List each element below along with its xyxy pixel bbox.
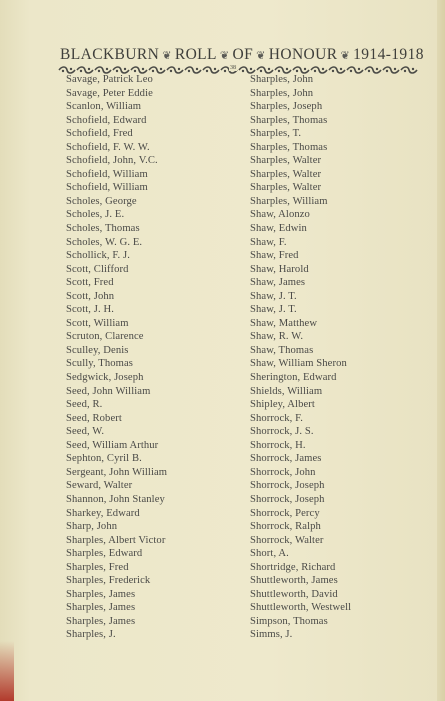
roll-entry: Sharples, John xyxy=(250,87,314,99)
roll-entry: Shuttleworth, David xyxy=(250,588,338,600)
roll-entry: Schofield, Edward xyxy=(66,114,147,126)
roll-entry: Schollick, F. J. xyxy=(66,250,131,262)
roll-entry: Sharples, Walter xyxy=(250,168,322,180)
roll-entry: Shaw, J. T. xyxy=(250,290,297,302)
roll-entry: Shaw, Matthew xyxy=(250,317,318,329)
roll-entry: Shaw, Edwin xyxy=(250,223,307,235)
roll-entry: Shaw, Thomas xyxy=(250,344,314,356)
roll-entry: Sharples, Edward xyxy=(66,548,143,560)
roll-entry: Shortridge, Richard xyxy=(250,561,336,573)
roll-entry: Sharples, Thomas xyxy=(250,114,328,126)
header-of: OF xyxy=(232,46,254,63)
roll-entry: Sharples, Albert Victor xyxy=(66,534,166,546)
roll-entry: Sergeant, John William xyxy=(66,466,168,478)
roll-entry: Simms, J. xyxy=(250,629,293,641)
fleuron-icon: ❦ xyxy=(340,50,351,62)
roll-entry: Schofield, F. W. W. xyxy=(66,141,150,153)
roll-entry: Shuttleworth, Westwell xyxy=(250,602,352,614)
roll-entry: Sharples, Walter xyxy=(250,155,322,167)
roll-entry: Shorrock, John xyxy=(250,466,316,478)
roll-entry: Sephton, Cyril B. xyxy=(66,453,142,465)
roll-entry: Scott, J. H. xyxy=(66,304,114,316)
roll-entry: Scruton, Clarence xyxy=(66,331,144,343)
roll-entry: Simpson, Thomas xyxy=(250,615,328,627)
roll-entry: Scott, Clifford xyxy=(66,263,129,275)
roll-entry: Sharples, T. xyxy=(250,128,302,140)
roll-entry: Scanlon, William xyxy=(66,101,142,113)
roll-entry: Seed, John William xyxy=(66,385,151,397)
roll-entry: Scott, Fred xyxy=(66,277,114,289)
roll-entry: Shorrock, J. S. xyxy=(250,426,314,438)
roll-entry: Shuttleworth, James xyxy=(250,575,338,587)
page-header xyxy=(60,46,424,64)
roll-entry: Sedgwick, Joseph xyxy=(66,372,144,384)
roll-entry: Shorrock, H. xyxy=(250,439,306,451)
roll-entry: Sharkey, Edward xyxy=(66,507,140,519)
roll-entry: Shaw, Fred xyxy=(250,250,299,262)
roll-entry: Sharples, Frederick xyxy=(66,575,151,587)
roll-entry: Sculley, Denis xyxy=(66,344,129,356)
fleuron-icon: ❦ xyxy=(256,50,266,62)
cover-edge xyxy=(0,641,14,701)
roll-entry: Shorrock, F. xyxy=(250,412,304,424)
fleuron-icon: ❦ xyxy=(219,50,230,62)
header-years: 1914-1918 xyxy=(353,46,424,63)
roll-entry: Sharples, Walter xyxy=(250,182,322,194)
roll-entry: Shaw, Harold xyxy=(250,263,309,275)
roll-entry: Sharples, James xyxy=(66,588,136,600)
page-number: 38 xyxy=(230,65,236,71)
roll-entry: Shorrock, Percy xyxy=(250,507,320,519)
roll-entry: Sharples, Thomas xyxy=(250,141,328,153)
roll-entry: Shorrock, Joseph xyxy=(250,480,325,492)
roll-entry: Sherington, Edward xyxy=(250,372,337,384)
header-roll: ROLL xyxy=(174,46,217,63)
page-edge xyxy=(437,0,445,701)
header-honour: HONOUR xyxy=(268,46,338,63)
roll-entry: Sharples, Fred xyxy=(66,561,129,573)
roll-entry: Seward, Walter xyxy=(66,480,133,492)
roll-entry: Savage, Patrick Leo xyxy=(66,74,153,85)
roll-entry: Schofield, William xyxy=(66,182,148,194)
roll-entry: Shields, William xyxy=(250,385,323,397)
roll-entry: Seed, William Arthur xyxy=(66,439,159,451)
roll-entry: Seed, W. xyxy=(66,426,105,438)
roll-entry: Sharples, John xyxy=(250,74,314,85)
roll-entry: Sharples, William xyxy=(250,195,328,207)
roll-entry: Scott, William xyxy=(66,317,129,329)
roll-entry: Schofield, William xyxy=(66,168,148,180)
roll-entry: Seed, Robert xyxy=(66,412,122,424)
names-column-left xyxy=(66,73,167,642)
roll-entry: Shaw, R. W. xyxy=(250,331,304,343)
roll-entry: Shaw, J. T. xyxy=(250,304,297,316)
roll-entry: Shaw, William Sheron xyxy=(250,358,347,370)
roll-entry: Schofield, Fred xyxy=(66,128,133,140)
roll-entry: Short, A. xyxy=(250,548,289,560)
roll-entry: Scholes, W. G. E. xyxy=(66,236,143,248)
roll-entry: Shaw, Alonzo xyxy=(250,209,310,221)
roll-entry: Scholes, George xyxy=(66,195,137,207)
roll-entry: Sharp, John xyxy=(66,521,118,533)
roll-entry: Scholes, J. E. xyxy=(66,209,125,221)
roll-entry: Savage, Peter Eddie xyxy=(66,87,153,99)
names-column-right xyxy=(250,73,351,642)
roll-entry: Shipley, Albert xyxy=(250,399,315,411)
roll-entry: Shaw, F. xyxy=(250,236,287,248)
header-title-blackburn: BLACKBURN xyxy=(60,46,160,63)
roll-entry: Scott, John xyxy=(66,290,115,302)
roll-entry: Sharples, J. xyxy=(66,629,116,641)
roll-entry: Shorrock, Ralph xyxy=(250,521,321,533)
roll-entry: Shorrock, Walter xyxy=(250,534,324,546)
roll-entry: Sharples, Joseph xyxy=(250,101,323,113)
fleuron-icon: ❦ xyxy=(162,50,172,62)
roll-entry: Shaw, James xyxy=(250,277,306,289)
roll-entry: Seed, R. xyxy=(66,399,103,411)
roll-entry: Schofield, John, V.C. xyxy=(66,155,158,167)
roll-entry: Shorrock, Joseph xyxy=(250,493,325,505)
roll-entry: Sharples, James xyxy=(66,615,136,627)
roll-entry: Sharples, James xyxy=(66,602,136,614)
roll-entry: Shorrock, James xyxy=(250,453,322,465)
roll-entry: Scully, Thomas xyxy=(66,358,134,370)
roll-entry: Shannon, John Stanley xyxy=(66,493,165,505)
roll-entry: Scholes, Thomas xyxy=(66,223,140,235)
